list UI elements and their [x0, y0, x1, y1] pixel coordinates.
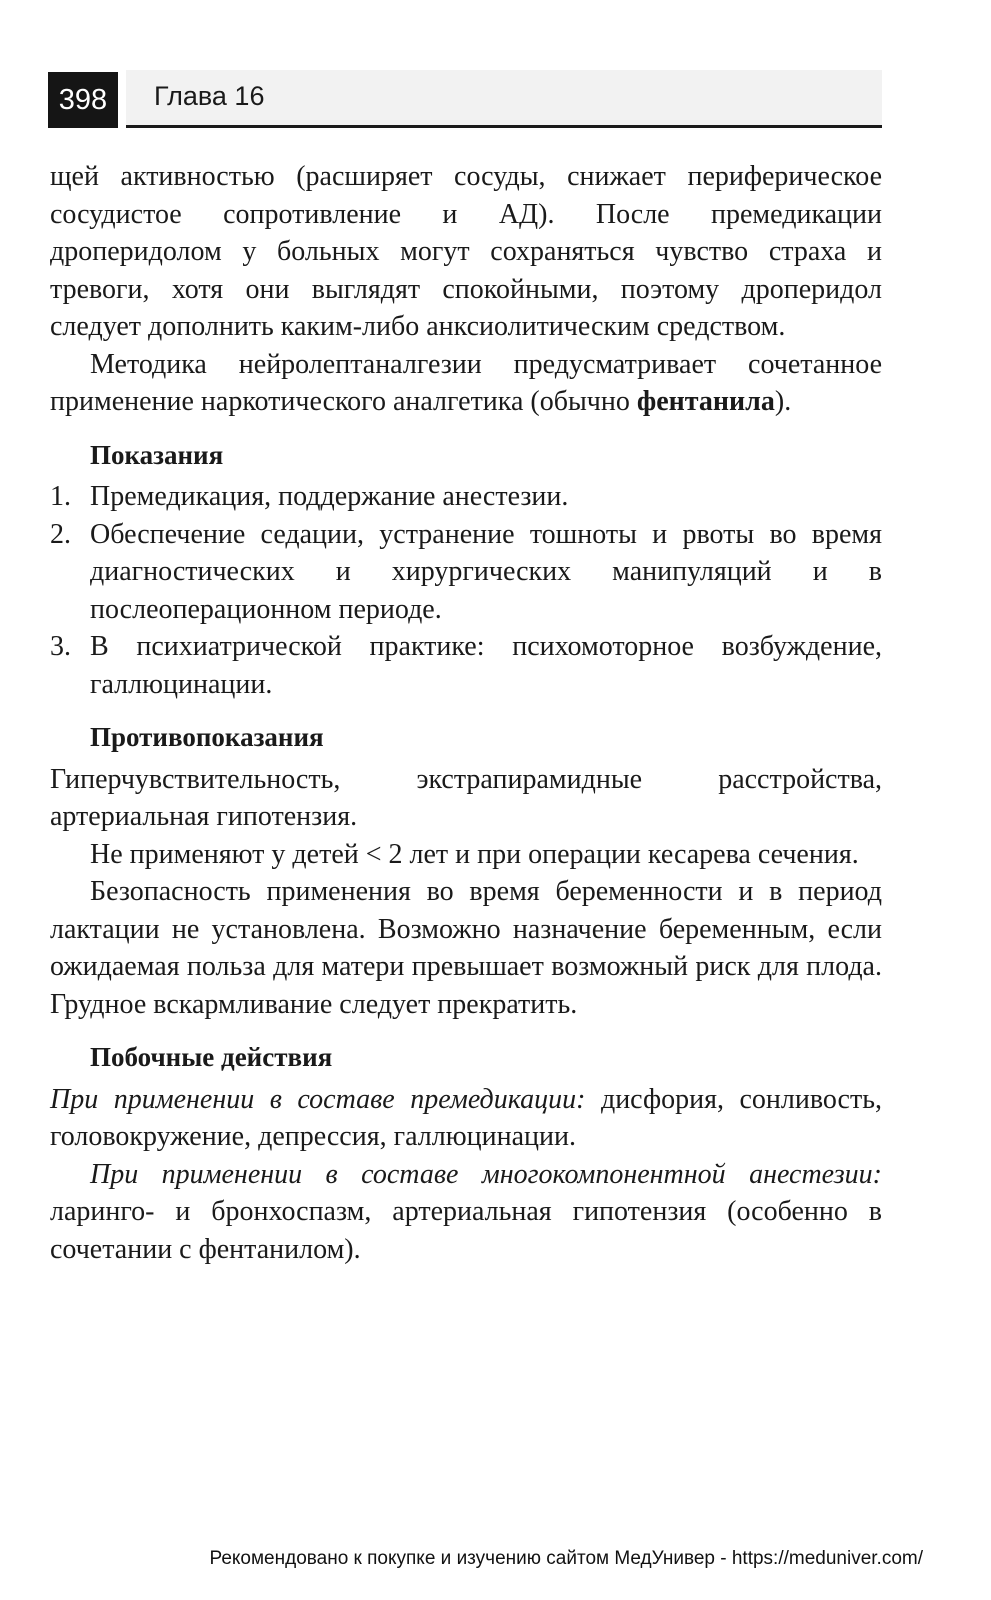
page-number: 398: [48, 72, 118, 128]
intro-paragraph-2-bold: фентанила: [636, 386, 775, 417]
side-effects-paragraph-1: [50, 1081, 882, 1156]
side-effects-text-2: ларинго- и бронхоспазм, артериальная гипотензия (особенно в сочетании с фентанилом).: [50, 1196, 882, 1265]
intro-paragraph-2: [50, 346, 882, 421]
list-item: [50, 478, 882, 516]
intro-paragraph-2-text: Методика нейролептаналгезии предусматривает сочетанное применение наркотического аналгетика (обычно: [50, 348, 882, 417]
list-item-number: 3.: [50, 631, 71, 662]
side-effects-text-1: дисфория, сонливость, головокружение, депрессия, галлюцинации.: [50, 1083, 882, 1152]
list-item-text: Премедикация, поддержание анестезии.: [90, 481, 569, 512]
list-item-text: В психиатрической практике: психомоторное возбуждение, галлюцинации.: [90, 631, 882, 700]
contraindications-paragraph-1: Гиперчувствительность, экстрапирамидные расстройства, артериальная гипотензия.: [50, 763, 882, 832]
header-rule: [126, 125, 882, 128]
side-effects-paragraph-2: [50, 1156, 882, 1269]
list-item-text: Обеспечение седации, устранение тошноты и рвоты во время диагностических и хирургических манипуляций и в послеоперационном периоде.: [90, 518, 882, 625]
list-item-number: 1.: [50, 481, 71, 512]
contraindications-heading: Противопоказания: [90, 722, 324, 752]
side-effects-lead-2: При применении в составе многокомпонентной анестезии:: [90, 1158, 882, 1190]
footer-note: Рекомендовано к покупке и изучению сайтом МедУнивер - https://meduniver.com/: [209, 1548, 923, 1569]
indications-heading: Показания: [90, 439, 224, 470]
side-effects-lead-1: При применении в составе премедикации:: [50, 1083, 586, 1115]
list-item-number: 2.: [50, 518, 71, 550]
page-header: [48, 70, 882, 128]
contraindications-paragraph-3: Безопасность применения во время беременности и в период лактации не установлена. Возможно назначение беременным, если ожидаемая польза для матери превышает возможный риск для плода. Грудное вскармливание следует прекратить.: [50, 876, 882, 1020]
list-item: [50, 628, 882, 703]
intro-paragraph-2-end: ).: [774, 386, 792, 417]
side-effects-heading: Побочные действия: [90, 1042, 333, 1072]
chapter-title: Глава 16: [154, 81, 265, 111]
page-content: [50, 158, 882, 1268]
indications-list: [50, 478, 882, 703]
contraindications-paragraph-2: Не применяют у детей < 2 лет и при операции кесарева сечения.: [90, 838, 859, 870]
intro-paragraph-1: щей активностью (расширяет сосуды, снижает периферическое сосудистое сопротивление и АД). После премедикации дроперидолом у больных могут сохраняться чувство страха и тревоги, хотя они выглядят спокойными, поэтому дроперидол следует дополнить каким-либо анксиолитическим средством.: [50, 161, 882, 342]
list-item: [50, 516, 882, 629]
